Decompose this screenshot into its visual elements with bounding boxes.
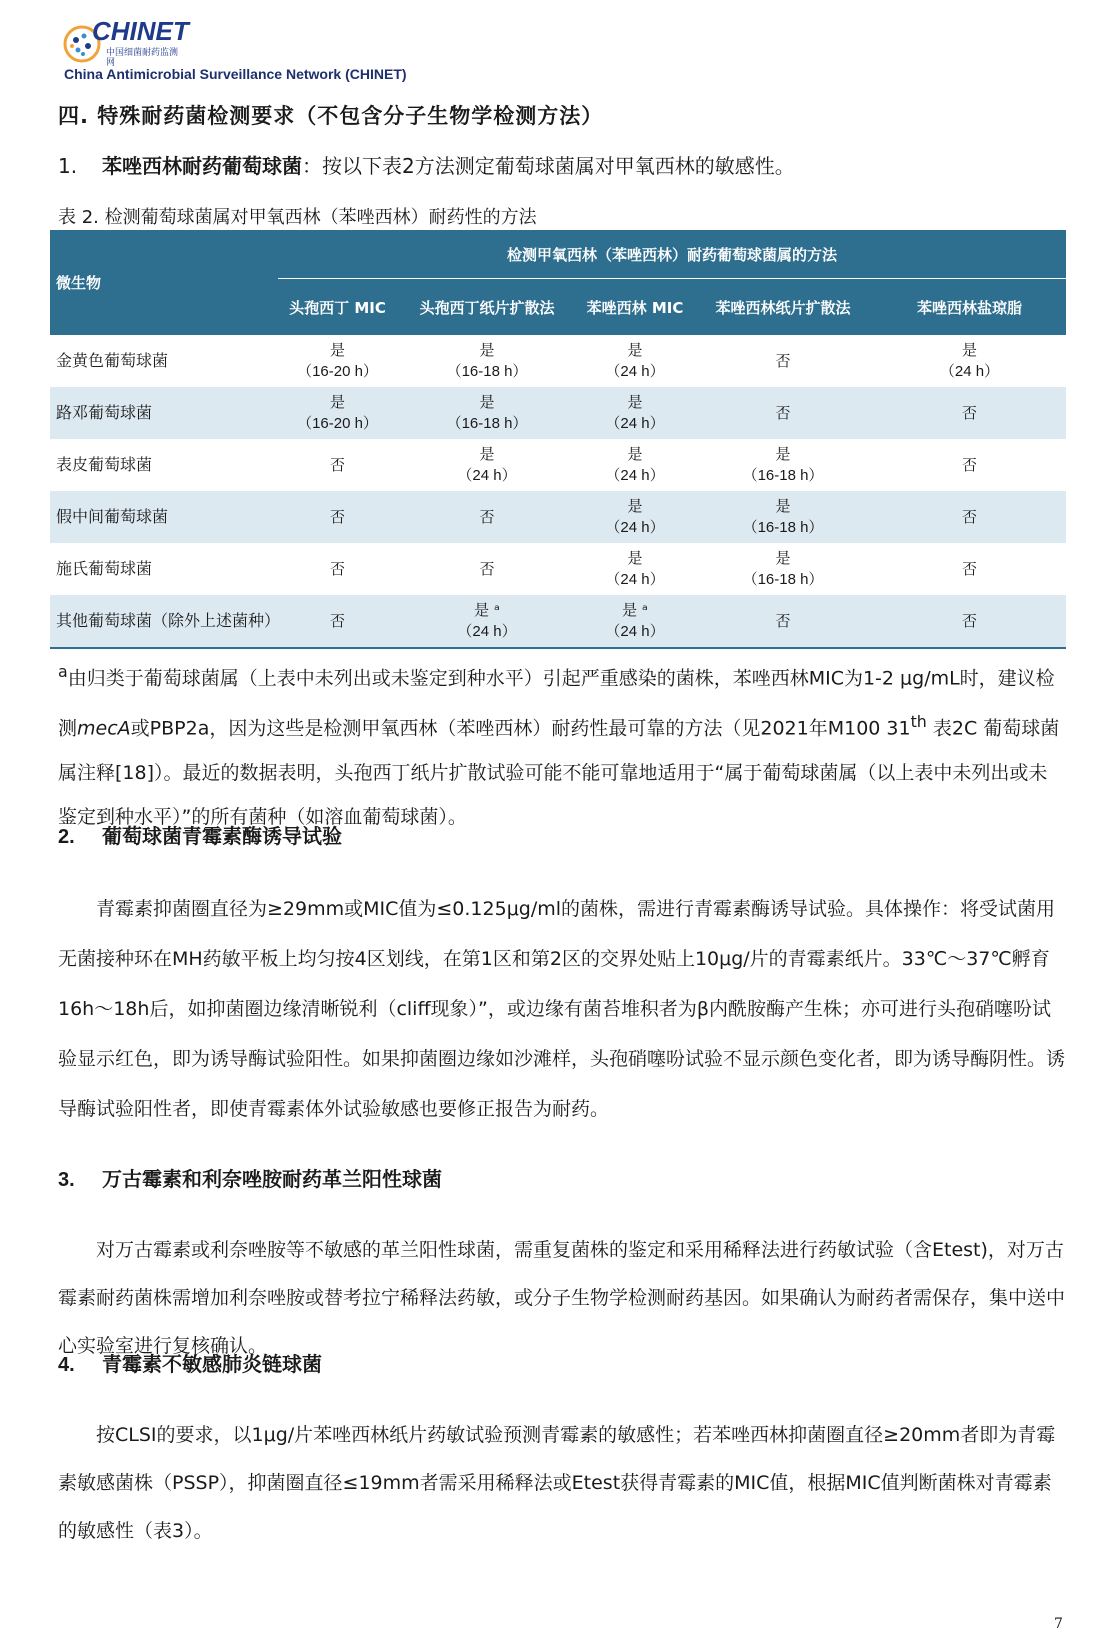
table-cell: 是 （16-18 h） (693, 439, 873, 491)
column-header-organism: 微生物 (50, 230, 278, 335)
methods-table (50, 230, 1066, 649)
table-cell: 是 （24 h） (577, 543, 693, 595)
section-1-title: 苯唑西林耐药葡萄球菌 (102, 154, 302, 178)
table-cell: 是 （16-20 h） (278, 387, 397, 439)
table-cell: 是 （24 h） (577, 335, 693, 387)
table-cell: 否 (873, 595, 1066, 648)
column-header-method: 苯唑西林 MIC (577, 279, 693, 336)
table-cell: 否 (397, 543, 577, 595)
chinet-logo (62, 12, 189, 72)
table-cell: 是 ᵃ （24 h） (577, 595, 693, 648)
organism-name: 金黄色葡萄球菌 (50, 335, 278, 387)
section-4-heading: 4. 青霉素不敏感肺炎链球菌 (58, 1352, 322, 1376)
table-cell: 否 (693, 335, 873, 387)
section-2-heading: 2. 葡萄球菌青霉素酶诱导试验 (58, 824, 342, 848)
table-cell: 否 (873, 439, 1066, 491)
gene-name: mecA (77, 717, 131, 740)
organism-name: 施氏葡萄球菌 (50, 543, 278, 595)
column-header-method: 苯唑西林纸片扩散法 (693, 279, 873, 336)
section-4-body: 按CLSI的要求，以1μg/片苯唑西林纸片药敏试验预测青霉素的敏感性；若苯唑西林抑菌圈直径≥20mm者即为青霉素敏感菌株（PSSP），抑菌圈直径≤19mm者需采用稀释法或Etest获得青霉素的MIC值，根据MIC值判断菌株对青霉素的敏感性（表3）。 (58, 1424, 1056, 1542)
table-cell: 是 （16-18 h） (693, 491, 873, 543)
column-header-method: 头孢西丁纸片扩散法 (397, 279, 577, 336)
table-row (50, 387, 1066, 439)
table-row (50, 543, 1066, 595)
table-cell: 否 (873, 491, 1066, 543)
organism-name: 其他葡萄球菌（除外上述菌种） (50, 595, 278, 648)
section-1-line (58, 150, 795, 179)
group-header: 检测甲氧西林（苯唑西林）耐药葡萄球菌属的方法 (278, 230, 1066, 279)
section-2-body: 青霉素抑菌圈直径为≥29mm或MIC值为≤0.125μg/ml的菌株，需进行青霉素酶诱导试验。具体操作：将受试菌用无菌接种环在MH药敏平板上均匀按4区划线，在第1区和第2区的交界处贴上10μg/片的青霉素纸片。33℃～37℃孵育16h～18h后，如抑菌圈边缘清晰锐利（cliff现象）”，或边缘有菌苔堆积者为β内酰胺酶产生株；亦可进行头孢硝噻吩试验显示红色，即为诱导酶试验阳性。如果抑菌圈边缘如沙滩样，头孢硝噻吩试验不显示颜色变化者，即为诱导酶阴性。诱导酶试验阳性者，即使青霉素体外试验敏感也要修正报告为耐药。 (58, 898, 1066, 1120)
table-cell: 否 (278, 439, 397, 491)
table-cell: 是 （24 h） (397, 439, 577, 491)
table-cell: 否 (693, 387, 873, 439)
table-cell: 否 (278, 595, 397, 648)
section-3-heading: 3. 万古霉素和利奈唑胺耐药革兰阳性球菌 (58, 1167, 442, 1191)
logo-wordmark: CHINET (92, 16, 189, 46)
table-caption: 表 2. 检测葡萄球菌属对甲氧西林（苯唑西林）耐药性的方法 (58, 207, 537, 228)
organism-name: 假中间葡萄球菌 (50, 491, 278, 543)
table-row (50, 595, 1066, 648)
table-cell: 否 (278, 491, 397, 543)
logo-subtitle: 中国细菌耐药监测网 (106, 48, 179, 68)
section-heading-main: 四. 特殊耐药菌检测要求（不包含分子生物学检测方法） (58, 104, 604, 128)
table-cell: 否 (693, 595, 873, 648)
column-header-method: 头孢西丁 MIC (278, 279, 397, 336)
table-footnote: $^a$由归类于葡萄球菌属（上表中未列出或未鉴定到种水平）引起严重感染的菌株，苯唑西林MIC为1-2 μg/mL时，建议检测mecA或PBP2a，因为这些是检测甲氧西林（苯唑西林）耐药性最可靠的方法（见2021年M100 31th 表2C 葡萄球菌属注释[18]）。最近的数据表明，头孢西丁纸片扩散试验可能不能可靠地适用于“属于葡萄球菌属（以上表中未列出或未鉴定到种水平）”的所有菌种（如溶血葡萄球菌）。 (58, 662, 1060, 828)
table-cell: 是 （16-18 h） (693, 543, 873, 595)
organism-name: 表皮葡萄球菌 (50, 439, 278, 491)
table-cell: 是 ᵃ （24 h） (397, 595, 577, 648)
section-1-number: 1. (58, 154, 78, 178)
table-cell: 是 （24 h） (577, 387, 693, 439)
table-cell: 是 （16-18 h） (397, 387, 577, 439)
table-cell: 是 （24 h） (577, 491, 693, 543)
table-row (50, 491, 1066, 543)
table-cell: 否 (873, 387, 1066, 439)
section-1-text: ：按以下表2方法测定葡萄球菌属对甲氧西林的敏感性。 (302, 154, 795, 178)
column-header-method: 苯唑西林盐琼脂 (873, 279, 1066, 336)
section-3-body: 对万古霉素或利奈唑胺等不敏感的革兰阳性球菌，需重复菌株的鉴定和采用稀释法进行药敏试验（含Etest)，对万古霉素耐药菌株需增加利奈唑胺或替考拉宁稀释法药敏，或分子生物学检测耐药基因。如果确认为耐药者需保存，集中送中心实验室进行复核确认。 (58, 1239, 1066, 1357)
table-cell: 否 (278, 543, 397, 595)
table-cell: 否 (873, 543, 1066, 595)
table-cell: 是 （16-18 h） (397, 335, 577, 387)
table-cell: 是 （24 h） (873, 335, 1066, 387)
table-cell: 否 (397, 491, 577, 543)
table-cell: 是 （24 h） (577, 439, 693, 491)
table-cell: 是 （16-20 h） (278, 335, 397, 387)
table-row (50, 439, 1066, 491)
page-number: 7 (1054, 1616, 1063, 1632)
organism-name: 路邓葡萄球菌 (50, 387, 278, 439)
organization-name: China Antimicrobial Surveillance Network (CHINET) (64, 66, 407, 82)
table-row (50, 335, 1066, 387)
